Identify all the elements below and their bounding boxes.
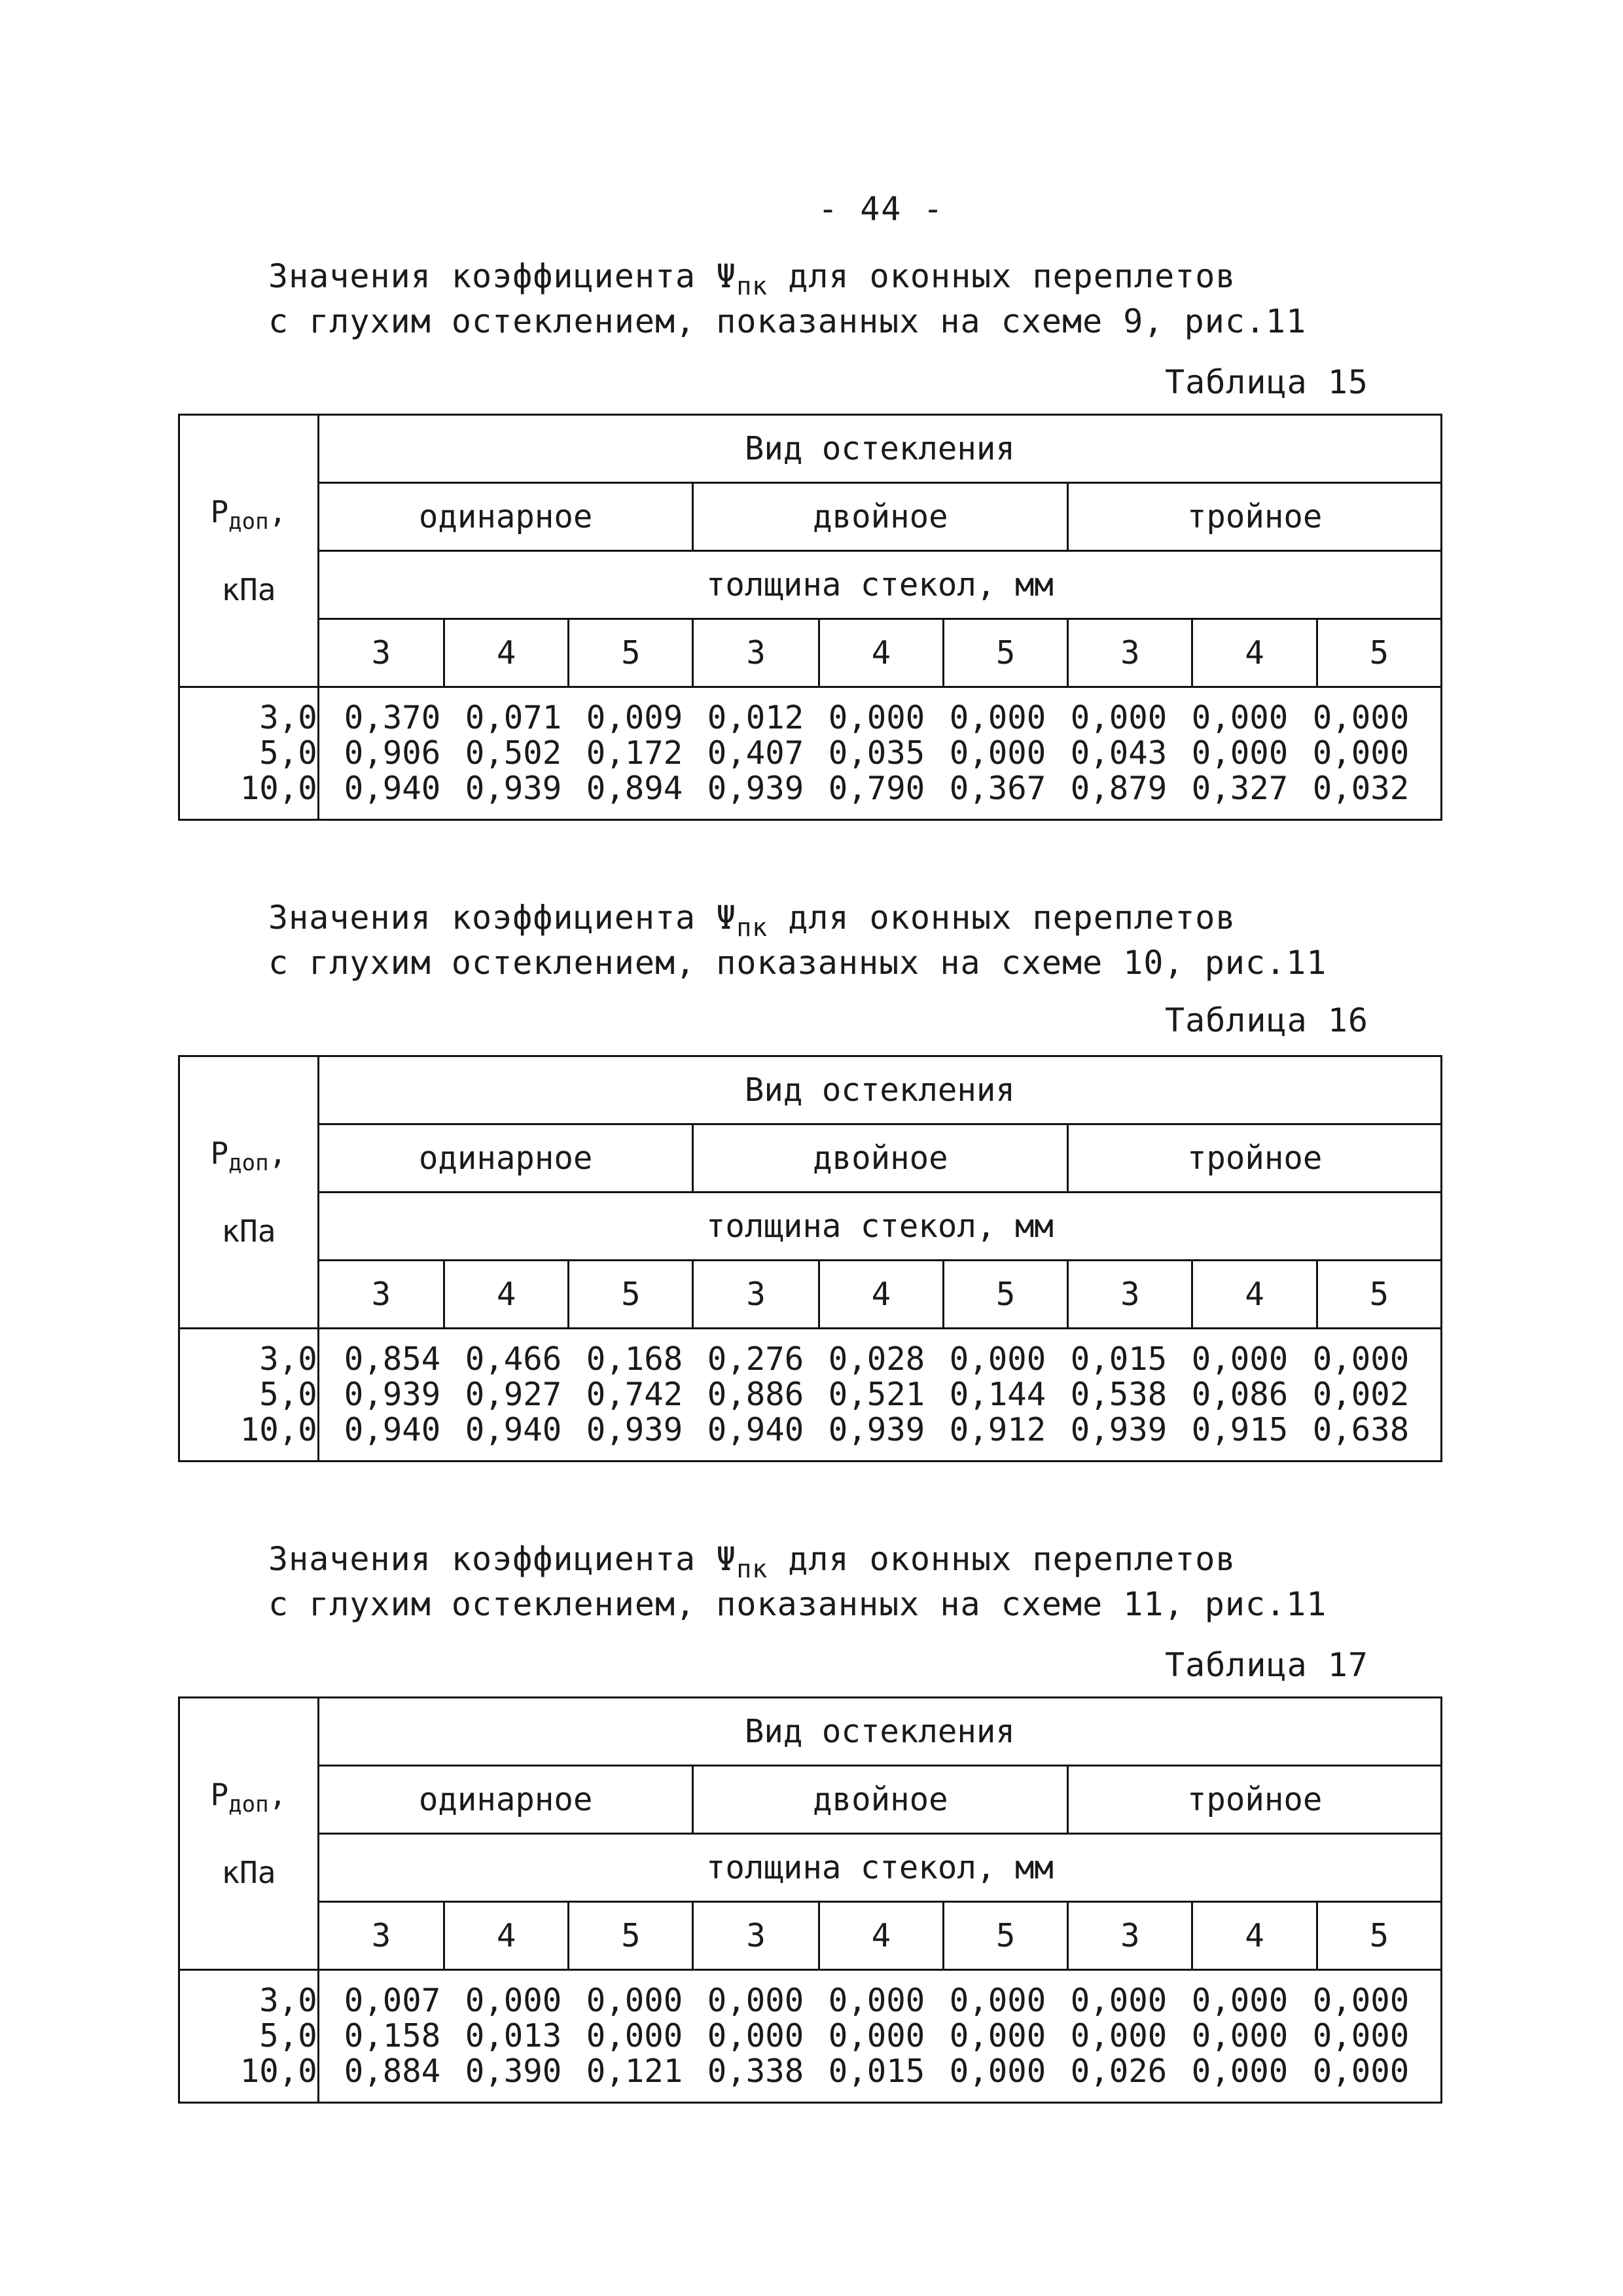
page-number: - 44 - [818, 190, 944, 228]
thickness-value: 3 [318, 1261, 444, 1329]
caption-text: для оконных переплетов [768, 1540, 1236, 1578]
pressure-symbol: $P_{доп}$, [210, 493, 287, 535]
caption-line-2: с глухим остеклением, показанных на схеме 11, рис.11 [268, 1585, 1327, 1623]
thickness-value: 5 [1317, 1902, 1441, 1970]
thickness-value: 3 [693, 619, 819, 687]
thickness-value: 4 [444, 1261, 569, 1329]
thickness-value: 5 [944, 1902, 1068, 1970]
coefficient-cell: 0,939 [828, 1411, 925, 1448]
psi-letter: Ψ [716, 1540, 737, 1578]
coefficient-cell: 0,367 [949, 770, 1046, 807]
glazing-type: тройное [1068, 1766, 1442, 1834]
pressure-value: 3,0 [259, 1340, 317, 1378]
glazing-type: двойное [693, 483, 1068, 551]
thickness-value: 5 [1317, 619, 1441, 687]
pressure-header [179, 1698, 319, 1970]
pressure-letter: P [210, 1776, 229, 1812]
coefficient-cell: 0,086 [1191, 1376, 1289, 1413]
pressure-value: 10,0 [240, 1411, 317, 1448]
coefficient-cell: 0,015 [828, 2053, 925, 2090]
caption-text: Значения коэффициента [268, 1540, 717, 1578]
thickness-value: 5 [569, 1902, 693, 1970]
coefficient-cell: 0,000 [1312, 1982, 1410, 2019]
coefficient-cell: 0,927 [465, 1376, 562, 1413]
table-row [344, 1342, 1440, 1377]
glazing-type: тройное [1068, 483, 1442, 551]
pressure-subscript: доп [228, 1791, 269, 1818]
coefficient-cell: 0,886 [707, 1376, 804, 1413]
coefficient-cell: 0,000 [949, 2017, 1046, 2054]
coefficient-cell: 0,854 [344, 1340, 441, 1378]
thickness-value: 5 [944, 619, 1068, 687]
table-row [344, 736, 1440, 771]
pressure-value: 5,0 [259, 1376, 317, 1413]
coefficient-cell: 0,940 [465, 1411, 562, 1448]
coefficient-cell: 0,940 [707, 1411, 804, 1448]
coefficient-cell: 0,000 [1191, 734, 1289, 772]
coefficient-cell: 0,915 [1191, 1411, 1289, 1448]
glazing-type: тройное [1068, 1124, 1442, 1193]
pressure-value: 5,0 [259, 2017, 317, 2054]
thickness-value: 5 [569, 1261, 693, 1329]
coefficient-cell: 0,000 [465, 1982, 562, 2019]
table-row [344, 1983, 1440, 2018]
glazing-type-header: Вид остекления [318, 415, 1441, 483]
table-caption [268, 259, 1306, 339]
pressure-value: 5,0 [259, 734, 317, 772]
glazing-type: одинарное [318, 1124, 693, 1193]
coefficient-cell: 0,071 [465, 699, 562, 736]
thickness-value: 4 [1192, 619, 1317, 687]
caption-line-2: с глухим остеклением, показанных на схеме 9, рис.11 [268, 302, 1307, 340]
pressure-subscript: доп [228, 509, 269, 535]
table-row [344, 700, 1440, 736]
table-number: Таблица 17 [1165, 1646, 1369, 1684]
psi-symbol [716, 1540, 768, 1583]
coefficient-cell: 0,276 [707, 1340, 804, 1378]
psi-letter: Ψ [716, 257, 737, 295]
coefficient-cell: 0,000 [1070, 1982, 1168, 2019]
table-caption [268, 900, 1327, 980]
thickness-value: 3 [693, 1902, 819, 1970]
coefficient-cell: 0,000 [1191, 1340, 1289, 1378]
pressure-values [179, 1329, 319, 1462]
coefficient-cell: 0,144 [949, 1376, 1046, 1413]
pressure-unit: кПа [221, 1855, 276, 1891]
coefficient-cell: 0,370 [344, 699, 441, 736]
coefficient-cell: 0,007 [344, 1982, 441, 2019]
coefficient-cell: 0,000 [1070, 699, 1168, 736]
psi-subscript: пк [736, 272, 768, 300]
coefficient-cell: 0,015 [1070, 1340, 1168, 1378]
pressure-value: 3,0 [259, 699, 317, 736]
psi-subscript: пк [736, 1554, 768, 1583]
coefficient-cell: 0,168 [586, 1340, 683, 1378]
coefficient-cell: 0,000 [828, 2017, 925, 2054]
thickness-value: 3 [1068, 1261, 1192, 1329]
table-row [344, 2018, 1440, 2054]
coefficient-cell: 0,000 [586, 1982, 683, 2019]
coefficient-cell: 0,000 [828, 699, 925, 736]
pressure-value: 3,0 [259, 1982, 317, 2019]
pressure-unit: кПа [221, 1213, 276, 1249]
coefficient-cell: 0,906 [344, 734, 441, 772]
thickness-value: 3 [1068, 619, 1192, 687]
coefficient-cell: 0,028 [828, 1340, 925, 1378]
coefficient-cell: 0,884 [344, 2053, 441, 2090]
coefficient-cell: 0,327 [1191, 770, 1289, 807]
coefficient-cell: 0,000 [1312, 734, 1410, 772]
coefficient-cell: 0,879 [1070, 770, 1168, 807]
coefficient-values [318, 1970, 1441, 2103]
coefficient-cell: 0,000 [1312, 2053, 1410, 2090]
glazing-type: одинарное [318, 1766, 693, 1834]
psi-subscript: пк [736, 913, 768, 942]
caption-line-2: с глухим остеклением, показанных на схеме 10, рис.11 [268, 944, 1327, 982]
coefficient-cell: 0,172 [586, 734, 683, 772]
pressure-symbol: $P_{доп}$, [210, 1776, 287, 1818]
coefficient-cell: 0,000 [949, 734, 1046, 772]
thickness-value: 4 [819, 1902, 943, 1970]
coefficient-cell: 0,638 [1312, 1411, 1410, 1448]
pressure-unit: кПа [221, 572, 276, 608]
coefficient-cell: 0,000 [828, 1982, 925, 2019]
coefficient-cell: 0,521 [828, 1376, 925, 1413]
coefficient-table [178, 414, 1442, 821]
pressure-letter: P [210, 1135, 229, 1171]
coefficient-cell: 0,009 [586, 699, 683, 736]
coefficient-cell: 0,000 [1312, 699, 1410, 736]
coefficient-cell: 0,000 [949, 699, 1046, 736]
table-number: Таблица 16 [1165, 1001, 1369, 1039]
thickness-header: толщина стекол, мм [318, 1834, 1441, 1902]
coefficient-cell: 0,035 [828, 734, 925, 772]
thickness-header: толщина стекол, мм [318, 1193, 1441, 1261]
glazing-type-header: Вид остекления [318, 1698, 1441, 1766]
coefficient-cell: 0,338 [707, 2053, 804, 2090]
coefficient-cell: 0,940 [344, 1411, 441, 1448]
coefficient-cell: 0,407 [707, 734, 804, 772]
coefficient-cell: 0,000 [707, 1982, 804, 2019]
psi-symbol [716, 257, 768, 300]
table-row [344, 771, 1440, 806]
coefficient-table [178, 1055, 1442, 1462]
thickness-value: 3 [318, 619, 444, 687]
coefficient-cell: 0,000 [1312, 1340, 1410, 1378]
pressure-subscript: доп [228, 1150, 269, 1177]
coefficient-cell: 0,012 [707, 699, 804, 736]
table-row [344, 1377, 1440, 1412]
caption-line-1 [268, 259, 1306, 304]
coefficient-cell: 0,894 [586, 770, 683, 807]
coefficient-cell: 0,043 [1070, 734, 1168, 772]
caption-text: Значения коэффициента [268, 899, 717, 937]
coefficient-cell: 0,026 [1070, 2053, 1168, 2090]
coefficient-cell: 0,502 [465, 734, 562, 772]
coefficient-cell: 0,000 [949, 1982, 1046, 2019]
coefficient-cell: 0,000 [586, 2017, 683, 2054]
coefficient-values [318, 1329, 1441, 1462]
thickness-value: 4 [444, 1902, 569, 1970]
thickness-value: 4 [444, 619, 569, 687]
caption-line-1 [268, 900, 1327, 945]
caption-text: для оконных переплетов [768, 257, 1236, 295]
coefficient-cell: 0,939 [1070, 1411, 1168, 1448]
coefficient-cell: 0,000 [1191, 1982, 1289, 2019]
table-caption [268, 1541, 1327, 1622]
pressure-values [179, 687, 319, 820]
coefficient-cell: 0,000 [1191, 2017, 1289, 2054]
coefficient-cell: 0,013 [465, 2017, 562, 2054]
thickness-value: 4 [1192, 1261, 1317, 1329]
thickness-header: толщина стекол, мм [318, 551, 1441, 619]
coefficient-cell: 0,000 [1191, 2053, 1289, 2090]
coefficient-cell: 0,790 [828, 770, 925, 807]
coefficient-cell: 0,939 [707, 770, 804, 807]
coefficient-table [178, 1696, 1442, 2104]
coefficient-cell: 0,939 [465, 770, 562, 807]
table-number: Таблица 15 [1165, 363, 1369, 401]
caption-text: Значения коэффициента [268, 257, 717, 295]
glazing-type: одинарное [318, 483, 693, 551]
glazing-type: двойное [693, 1124, 1068, 1193]
pressure-letter: P [210, 493, 229, 529]
thickness-value: 5 [569, 619, 693, 687]
coefficient-cell: 0,912 [949, 1411, 1046, 1448]
thickness-value: 3 [693, 1261, 819, 1329]
thickness-value: 5 [944, 1261, 1068, 1329]
coefficient-cell: 0,940 [344, 770, 441, 807]
table-row [344, 2054, 1440, 2089]
psi-symbol [716, 899, 768, 942]
pressure-values [179, 1970, 319, 2103]
thickness-value: 4 [819, 619, 943, 687]
coefficient-values [318, 687, 1441, 820]
pressure-header [179, 1056, 319, 1329]
coefficient-cell: 0,000 [1191, 699, 1289, 736]
caption-line-1 [268, 1541, 1327, 1587]
coefficient-cell: 0,390 [465, 2053, 562, 2090]
psi-letter: Ψ [716, 899, 737, 937]
coefficient-cell: 0,000 [949, 2053, 1046, 2090]
pressure-header [179, 415, 319, 687]
coefficient-cell: 0,538 [1070, 1376, 1168, 1413]
caption-text: для оконных переплетов [768, 899, 1236, 937]
pressure-value: 10,0 [240, 2053, 317, 2090]
thickness-value: 3 [318, 1902, 444, 1970]
thickness-value: 5 [1317, 1261, 1441, 1329]
coefficient-cell: 0,002 [1312, 1376, 1410, 1413]
coefficient-cell: 0,000 [707, 2017, 804, 2054]
coefficient-cell: 0,000 [1070, 2017, 1168, 2054]
thickness-value: 4 [1192, 1902, 1317, 1970]
pressure-symbol: $P_{доп}$, [210, 1135, 287, 1177]
glazing-type-header: Вид остекления [318, 1056, 1441, 1124]
thickness-value: 4 [819, 1261, 943, 1329]
coefficient-cell: 0,939 [344, 1376, 441, 1413]
coefficient-cell: 0,158 [344, 2017, 441, 2054]
coefficient-cell: 0,000 [1312, 2017, 1410, 2054]
coefficient-cell: 0,939 [586, 1411, 683, 1448]
table-row [344, 1412, 1440, 1448]
coefficient-cell: 0,121 [586, 2053, 683, 2090]
pressure-value: 10,0 [240, 770, 317, 807]
coefficient-cell: 0,032 [1312, 770, 1410, 807]
thickness-value: 3 [1068, 1902, 1192, 1970]
coefficient-cell: 0,466 [465, 1340, 562, 1378]
glazing-type: двойное [693, 1766, 1068, 1834]
coefficient-cell: 0,000 [949, 1340, 1046, 1378]
coefficient-cell: 0,742 [586, 1376, 683, 1413]
